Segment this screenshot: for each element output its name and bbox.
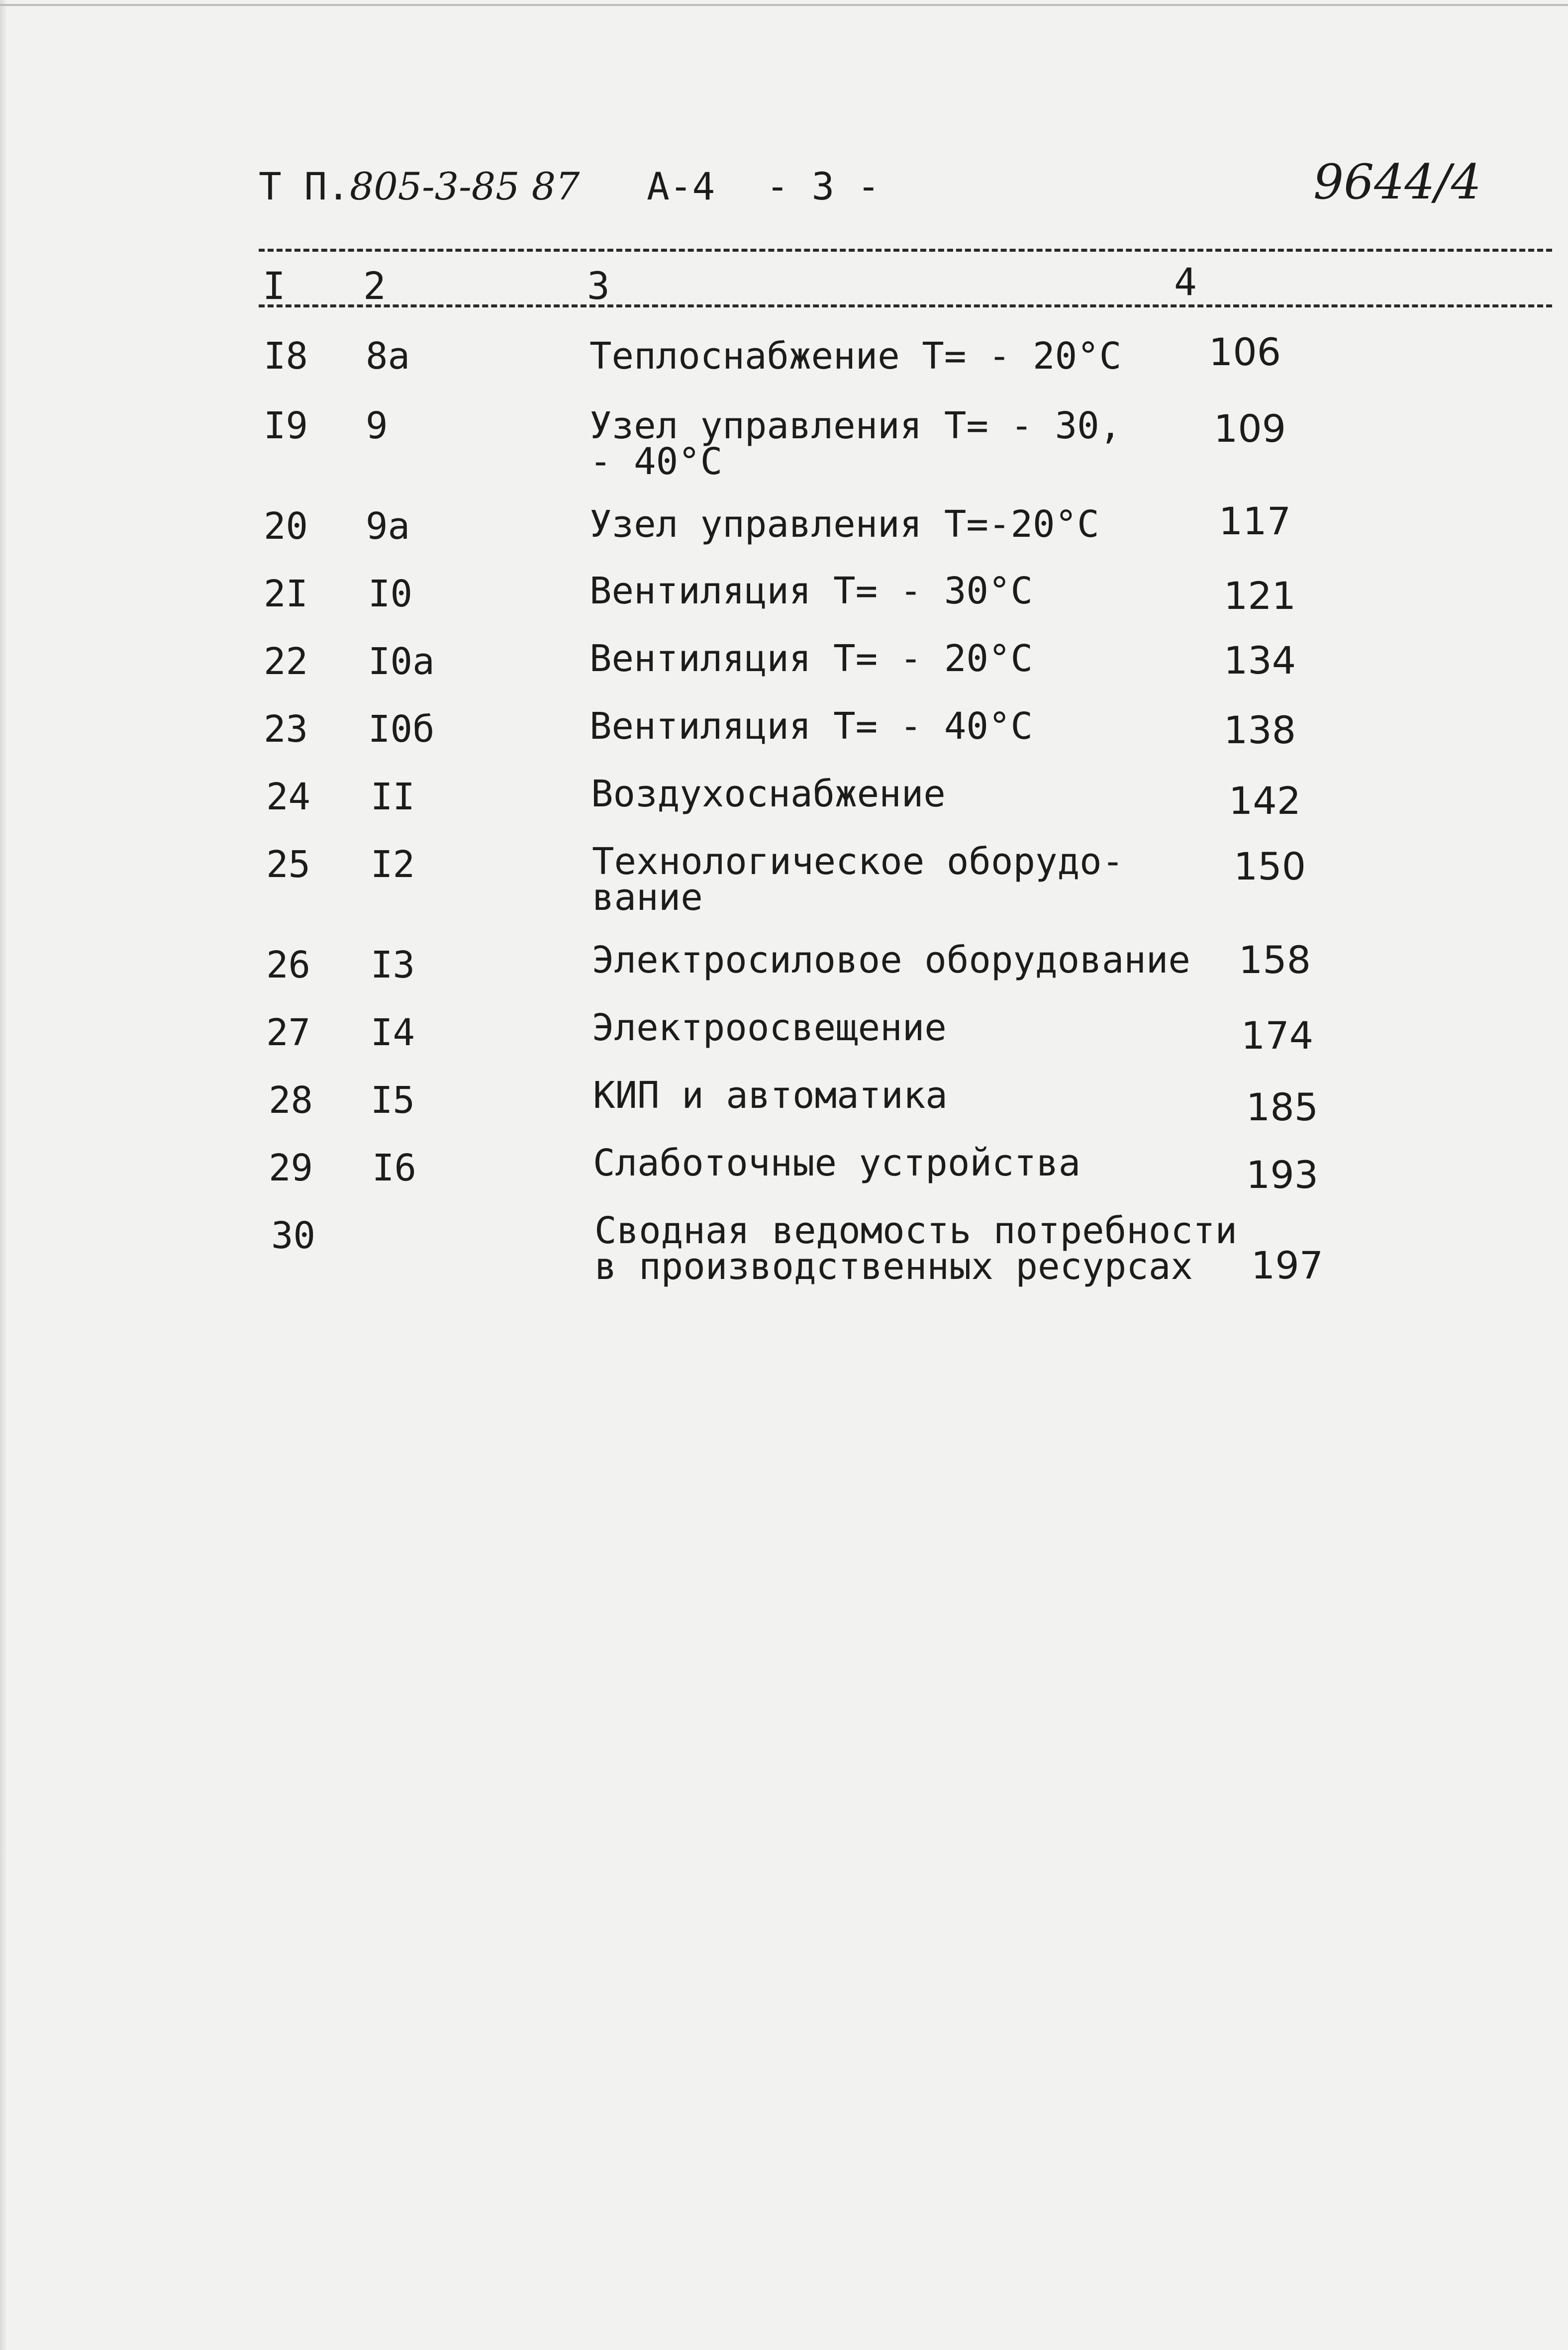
- row-number: 30: [271, 1214, 316, 1257]
- album-number: 9: [366, 404, 388, 447]
- header-rule-top: [259, 249, 1552, 252]
- row-number: 25: [266, 843, 311, 886]
- top-border-line: [0, 4, 1568, 6]
- section-title: Узел управления Т= - 30, - 40°С: [589, 404, 1122, 483]
- page-ref: 121: [1224, 574, 1296, 618]
- section-title: КИП и автоматика: [593, 1074, 948, 1117]
- album-number: I2: [371, 843, 415, 886]
- page-ref: 185: [1246, 1085, 1319, 1129]
- page-ref: 117: [1219, 499, 1291, 543]
- album-number: 8а: [366, 335, 410, 378]
- row-number: 22: [264, 640, 308, 683]
- header-rule-bottom: [259, 304, 1552, 307]
- album-number: I0а: [368, 640, 435, 683]
- section-title: Слаботочные устройства: [593, 1142, 1081, 1184]
- row-number: 28: [269, 1079, 313, 1122]
- album-number: I3: [371, 944, 415, 986]
- album-number: I5: [371, 1079, 415, 1122]
- page-ref: 109: [1214, 406, 1286, 451]
- page-ref: 142: [1229, 779, 1301, 823]
- row-number: 2I: [264, 573, 308, 615]
- page-ref: 158: [1239, 938, 1311, 982]
- document-code-handwritten: 805-3-85 87: [350, 164, 580, 208]
- section-title: Сводная ведомость потребности в производственных ресурсах: [594, 1209, 1238, 1288]
- album-number: I0б: [368, 708, 435, 751]
- column-number-4: 4: [1174, 260, 1197, 304]
- row-number: 20: [264, 505, 308, 548]
- column-number-2: 2: [363, 264, 386, 308]
- album-label: А-4: [647, 164, 715, 208]
- row-number: 29: [269, 1147, 313, 1189]
- row-number: 23: [264, 708, 308, 751]
- page-ref: 106: [1209, 330, 1281, 374]
- section-title: Вентиляция Т= - 30°С: [589, 570, 1033, 612]
- page-ref: 134: [1224, 638, 1296, 683]
- section-title: Электросиловое оборудование: [592, 939, 1190, 981]
- row-number: 26: [266, 944, 311, 986]
- section-title: Вентиляция Т= - 20°С: [589, 637, 1033, 680]
- column-number-1: I: [263, 264, 286, 308]
- scan-edge: [0, 0, 7, 2350]
- album-number: I0: [368, 573, 413, 615]
- page-ref: 138: [1224, 708, 1296, 752]
- document-code-prefix: Т П.: [259, 164, 350, 208]
- album-number: I6: [372, 1147, 417, 1189]
- row-number: 27: [266, 1011, 311, 1054]
- row-number: I8: [264, 335, 308, 378]
- page-number: - 3 -: [766, 164, 880, 208]
- page-ref: 174: [1241, 1013, 1314, 1058]
- album-number: II: [371, 776, 415, 818]
- archive-number: 9644/4: [1313, 154, 1481, 210]
- page-ref: 193: [1246, 1153, 1319, 1197]
- section-title: Электроосвещение: [592, 1006, 947, 1049]
- column-number-3: 3: [587, 264, 610, 308]
- page-ref: 150: [1234, 844, 1306, 888]
- section-title: Теплоснабжение Т= - 20°С: [589, 335, 1122, 378]
- album-number: 9а: [366, 505, 410, 548]
- row-number: I9: [264, 404, 308, 447]
- album-number: I4: [371, 1011, 415, 1054]
- section-title: Воздухоснабжение: [591, 773, 946, 815]
- row-number: 24: [266, 776, 311, 818]
- section-title: Технологическое оборудо- вание: [592, 840, 1124, 919]
- section-title: Вентиляция Т= - 40°С: [589, 705, 1033, 748]
- document-code: [259, 164, 580, 208]
- page-ref: 197: [1251, 1243, 1324, 1287]
- section-title: Узел управления Т=-20°С: [589, 503, 1099, 546]
